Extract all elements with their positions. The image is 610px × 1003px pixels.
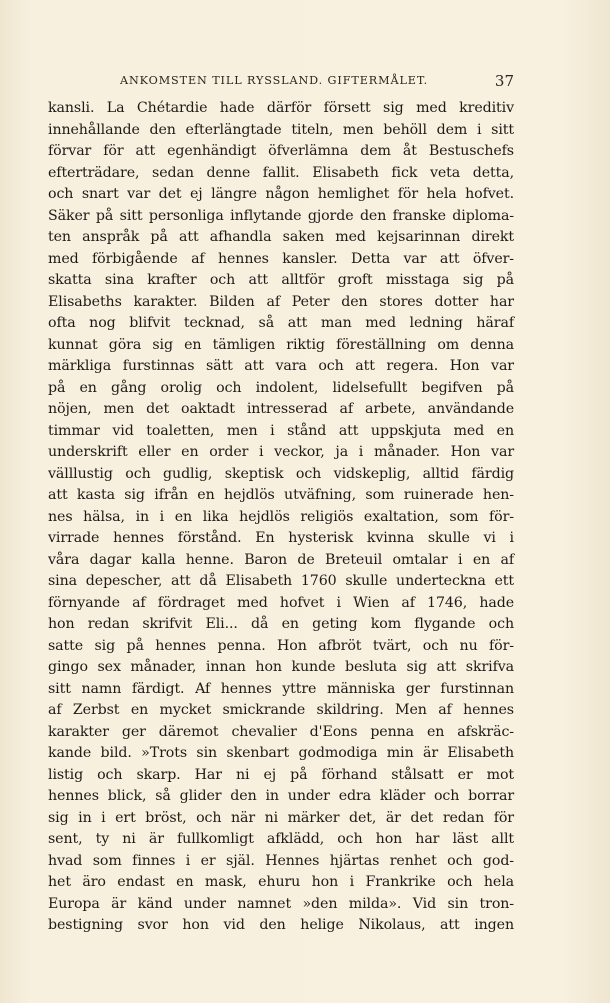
- body-text: [48, 98, 514, 937]
- text-line: sent, ty ni är fullkomligt afklädd, och hon har läst allt: [48, 831, 514, 847]
- text-line: välllustig och gudlig, skeptisk och vidskeplig, alltid färdig: [48, 465, 514, 482]
- text-line: karakter ger däremot chevalier d'Eons penna en afskräc-: [48, 723, 514, 740]
- text-line: Säker på sitt personliga inflytande gjorde den franske diploma-: [48, 207, 514, 224]
- running-head: [48, 72, 514, 92]
- text-line: på en gång orolig och indolent, lidelsefullt begifven på: [48, 379, 514, 396]
- text-line: sitt namn färdigt. Af hennes yttre människa ger furstinnan: [48, 680, 514, 697]
- text-line: bestigning svor hon vid den helige Nikolaus, att ingen: [48, 917, 514, 933]
- text-line: kunnat göra sig en tämligen riktig föreställning om denna: [48, 336, 514, 353]
- text-line: våra dagar kalla henne. Baron de Breteuil omtalar i en af: [48, 551, 514, 568]
- text-line: kande bild. »Trots sin skenbart godmodiga min är Elisabeth: [48, 745, 514, 761]
- text-line: sina depescher, att då Elisabeth 1760 skulle underteckna ett: [48, 573, 514, 589]
- text-line: med förbigående af hennes kansler. Detta var att öfver-: [48, 250, 514, 267]
- text-line: hennes blick, så glider den in under edra kläder och borrar: [48, 788, 514, 804]
- text-line: virrade hennes förstånd. En hysterisk kvinna skulle vi i: [48, 530, 514, 546]
- text-line: ten anspråk på att afhandla saken med kejsarinnan direkt: [48, 229, 514, 245]
- running-head-title: ANKOMSTEN TILL RYSSLAND. GIFTERMÅLET.: [120, 74, 429, 87]
- text-line: satte sig på hennes penna. Hon afbröt tvärt, och nu för-: [48, 637, 514, 654]
- page-number: 37: [494, 72, 514, 90]
- text-line: innehållande den efterlängtade titeln, men behöll dem i sitt: [48, 121, 514, 138]
- text-line: timmar vid toaletten, men i stånd att uppskjuta med en: [48, 422, 514, 439]
- text-line: listig och skarp. Har ni ej på förhand stålsatt er mot: [48, 766, 514, 783]
- text-line: hon redan skrifvit Eli... då en geting kom flygande och: [48, 616, 514, 632]
- text-line: att kasta sig ifrån en hejdlös utväfning, som ruinerade hen-: [48, 487, 514, 503]
- text-line: förvar för att egenhändigt öfverlämna dem åt Bestuschefs: [48, 143, 514, 159]
- text-line: ofta nog blifvit tecknad, så att man med ledning häraf: [48, 315, 514, 331]
- text-line: Europa är känd under namnet »den milda». Vid sin tron-: [48, 895, 514, 912]
- text-line: efterträdare, sedan denne fallit. Elisabeth fick veta detta,: [48, 164, 514, 181]
- text-line: gingo sex månader, innan hon kunde besluta sig att skrifva: [48, 659, 514, 675]
- text-line: hvad som finnes i er själ. Hennes hjärtas renhet och god-: [48, 852, 514, 869]
- text-line: kansli. La Chétardie hade därför försett sig med kreditiv: [48, 100, 514, 116]
- text-line: nöjen, men det oaktadt intresserad af arbete, användande: [48, 401, 514, 417]
- text-line: af Zerbst en mycket smickrande skildring. Men af hennes: [48, 702, 514, 718]
- text-line: skatta sina krafter och att alltför groft misstaga sig på: [48, 272, 514, 288]
- text-line: förnyande af fördraget med hofvet i Wien af 1746, hade: [48, 594, 514, 611]
- text-line: underskrift eller en order i veckor, ja i månader. Hon var: [48, 444, 514, 460]
- text-line: Elisabeths karakter. Bilden af Peter den stores dotter har: [48, 293, 514, 310]
- text-line: het äro endast en mask, ehuru hon i Frankrike och hela: [48, 874, 514, 890]
- text-line: nes hälsa, in i en lika hejdlös religiös exaltation, som för-: [48, 508, 514, 525]
- text-line: märkliga furstinnas sätt att vara och att regera. Hon var: [48, 358, 514, 374]
- text-line: och snart var det ej längre någon hemlighet för hela hofvet.: [48, 186, 514, 202]
- text-line: sig in i ert bröst, och när ni märker det, är det redan för: [48, 809, 514, 826]
